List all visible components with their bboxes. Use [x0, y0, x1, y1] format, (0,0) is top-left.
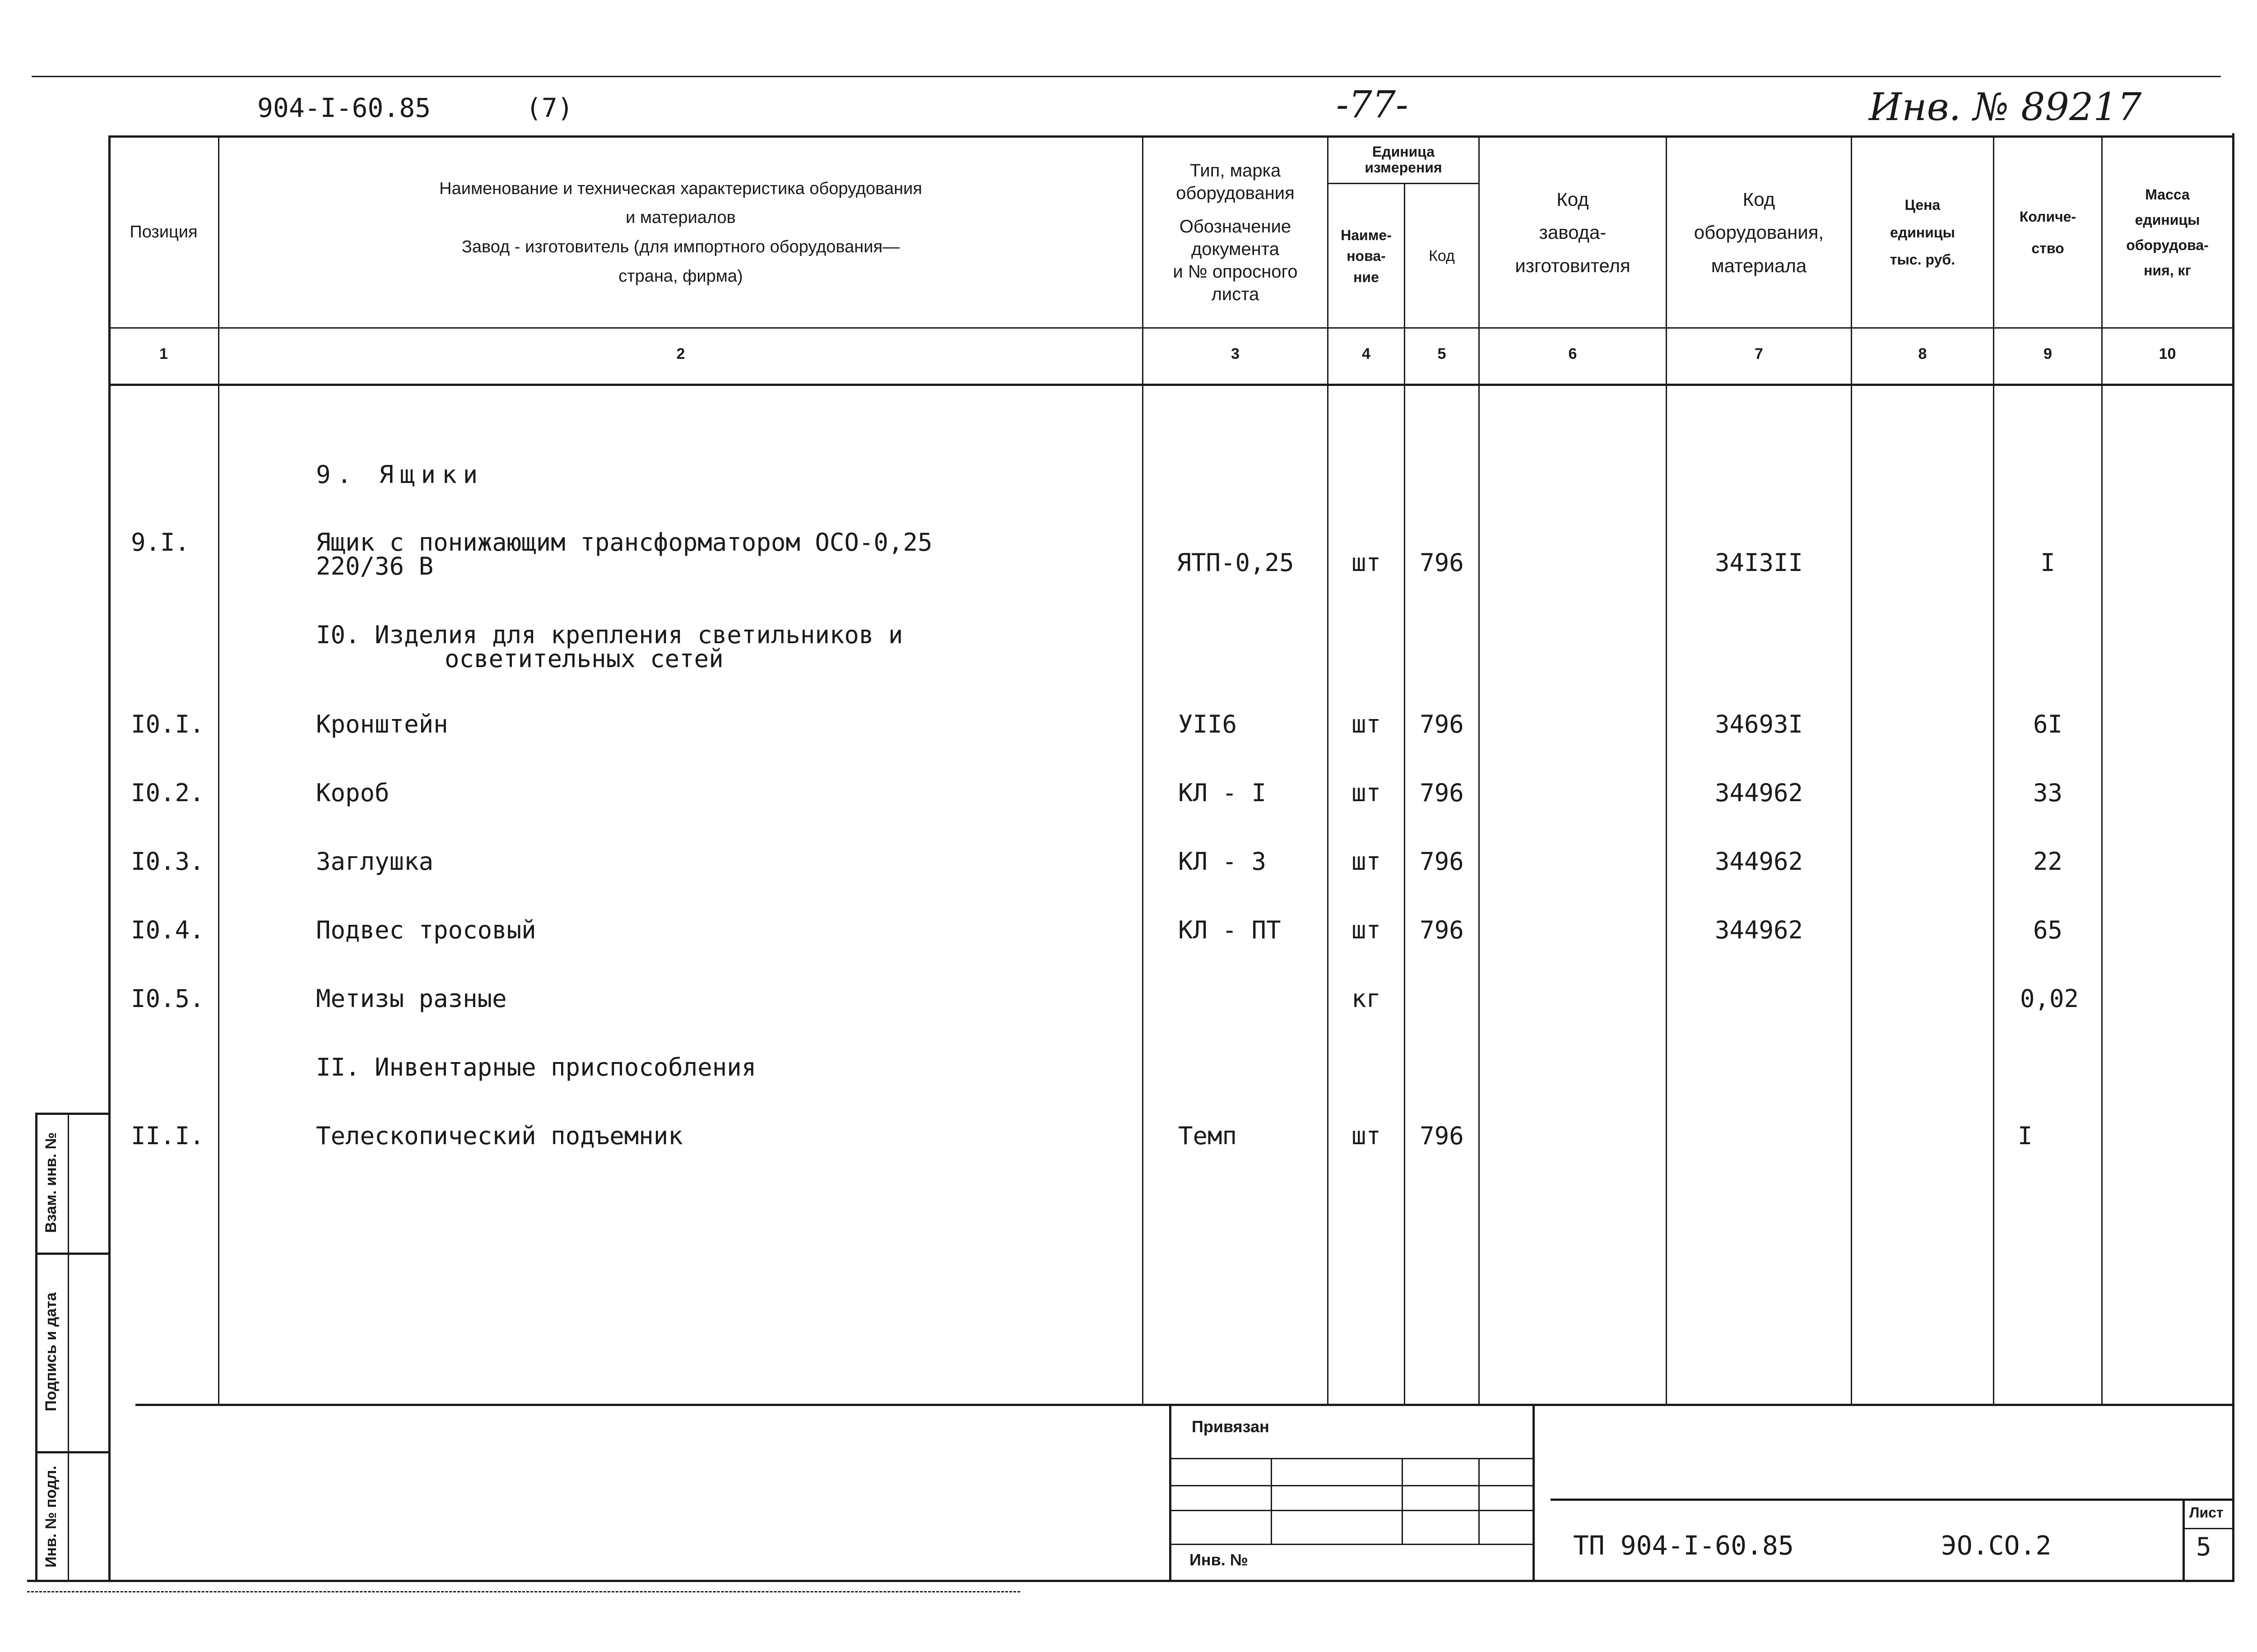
col-number-2: 2: [676, 345, 685, 362]
row-position: I0.2.: [131, 779, 204, 807]
col-number-8: 8: [1918, 345, 1927, 362]
col-number-10: 10: [2159, 345, 2176, 362]
privyazan-left: [1169, 1406, 1171, 1580]
col-divider-2: [1142, 135, 1143, 1404]
side-stamp-divider: [68, 1113, 69, 1580]
scan-bottom-line: [27, 1591, 1020, 1592]
row-unit-code: 796: [1420, 710, 1464, 738]
header-mass: Масса единицы оборудова- ния, кг: [2126, 186, 2209, 278]
row-unit: шт: [1351, 916, 1381, 944]
header-position: Позиция: [130, 223, 198, 242]
row-quantity: 65: [2033, 916, 2063, 944]
unit-group-line: [1327, 183, 1478, 184]
col-divider-3: [1327, 135, 1328, 1404]
sheet-number: 5: [2196, 1532, 2211, 1562]
col-divider-8: [1993, 135, 1994, 1404]
frame-bottom: [27, 1580, 2234, 1582]
header-type: Тип, марка оборудования Обозначение документа и № опросного листа: [1173, 161, 1298, 304]
header-number-line: [108, 384, 2234, 386]
side-stamp-left: [35, 1113, 37, 1580]
row-material-code: 34693I: [1714, 710, 1803, 738]
top-border: [32, 76, 2221, 77]
row-unit: шт: [1351, 779, 1381, 807]
header-unit-name: Наиме- нова- ние: [1341, 227, 1392, 285]
top-part: (7): [526, 93, 573, 123]
row-position: II.I.: [131, 1122, 204, 1150]
inventory-number: Инв. № 89217: [1869, 85, 2142, 129]
row-type: Темп: [1178, 1122, 1237, 1150]
row-type: КЛ - ПТ: [1178, 916, 1281, 944]
section-title: I0. Изделия для крепления светильников и: [316, 621, 903, 649]
sheet-divider: [2183, 1499, 2185, 1580]
row-position: I0.3.: [131, 847, 204, 876]
row-name-continued: 220/36 В: [316, 552, 434, 580]
row-type: КЛ - 3: [1178, 847, 1267, 876]
privyazan-col-2: [1402, 1458, 1403, 1544]
section-title-continued: осветительных сетей: [445, 645, 724, 673]
privyazan-col-1: [1271, 1458, 1272, 1544]
row-unit-code: 796: [1420, 847, 1464, 876]
privyazan-label: Привязан: [1192, 1417, 1269, 1436]
col-number-1: 1: [159, 345, 168, 362]
row-quantity: 22: [2033, 847, 2063, 876]
row-quantity: I: [2040, 548, 2055, 577]
row-unit-code: 796: [1420, 779, 1464, 807]
row-name: Заглушка: [316, 847, 434, 876]
row-type: КЛ - I: [1178, 779, 1267, 807]
col-divider-6: [1666, 135, 1667, 1404]
row-position: I0.I.: [131, 710, 204, 738]
row-material-code: 34I3II: [1714, 548, 1803, 577]
header-material-code: Код оборудования, материала: [1694, 188, 1824, 276]
row-quantity: 6I: [2033, 710, 2063, 738]
row-material-code: 344962: [1714, 847, 1803, 876]
col-number-5: 5: [1437, 345, 1446, 362]
row-unit: шт: [1351, 847, 1381, 876]
header-unit-code: Код: [1429, 247, 1455, 265]
row-position: I0.4.: [131, 916, 204, 944]
col-number-6: 6: [1568, 345, 1577, 362]
header-quantity: Количе- ство: [2019, 208, 2076, 256]
header-factory-code: Код завода- изготовителя: [1515, 188, 1630, 276]
row-quantity: 33: [2033, 779, 2063, 807]
row-type: УII6: [1178, 710, 1237, 738]
col-number-4: 4: [1362, 345, 1370, 362]
side-stamp-signature: Подпись и дата: [42, 1292, 60, 1411]
privyazan-line-4: [1169, 1544, 1533, 1545]
row-quantity: 0,02: [2020, 984, 2079, 1013]
col-divider-1: [218, 135, 219, 1404]
col-number-3: 3: [1231, 345, 1240, 362]
row-name: Ящик с понижающим трансформатором ОСО-0,25: [316, 528, 933, 557]
row-name: Подвес тросовый: [316, 916, 536, 944]
section-title: 9. Ящики: [316, 460, 484, 489]
col-divider-7: [1851, 135, 1852, 1404]
row-position: I0.5.: [131, 984, 204, 1013]
col-divider-9: [2101, 135, 2103, 1404]
row-unit-code: 796: [1420, 548, 1464, 577]
row-unit: шт: [1351, 710, 1381, 738]
doc-title: ТП 904-I-60.85: [1573, 1530, 1794, 1561]
title-block-top: [1551, 1499, 2232, 1501]
row-position: 9.I.: [131, 528, 190, 557]
header-name: Наименование и техническая характеристика оборудования и материалов Завод - изготовитель (для импортного оборудования— страна, фирма): [439, 179, 922, 286]
frame-right: [2232, 133, 2234, 1582]
row-name: Кронштейн: [316, 710, 448, 738]
col-number-9: 9: [2043, 345, 2052, 362]
side-stamp-replacement: Взам. инв. №: [42, 1132, 60, 1233]
row-type: ЯТП-0,25: [1176, 548, 1294, 577]
page-number: -77-: [1336, 84, 1408, 126]
row-unit: кг: [1351, 984, 1381, 1013]
header-unit-group: Единица измерения: [1365, 143, 1442, 176]
body-bottom-line: [135, 1404, 2232, 1406]
row-unit: шт: [1351, 1122, 1381, 1150]
row-unit-code: 796: [1420, 916, 1464, 944]
row-name: Телескопический подъемник: [316, 1122, 683, 1150]
col-number-7: 7: [1755, 345, 1763, 362]
privyazan-right: [1533, 1404, 1535, 1580]
row-unit: шт: [1351, 548, 1381, 577]
side-stamp-inventory: Инв. № подл.: [42, 1466, 60, 1568]
inventory-label: Инв. №: [1189, 1550, 1248, 1569]
sheet-label-line: [2183, 1528, 2232, 1529]
side-stamp-line-1: [35, 1253, 111, 1255]
col-divider-5: [1478, 135, 1480, 1404]
sheet-label: Лист: [2189, 1504, 2224, 1521]
row-name: Метизы разные: [316, 984, 507, 1013]
doc-code: ЭО.СО.2: [1941, 1530, 2052, 1561]
header-bottom-line: [108, 327, 2234, 329]
row-unit-code: 796: [1420, 1122, 1464, 1150]
row-quantity: I: [2018, 1122, 2033, 1150]
row-name: Короб: [316, 779, 390, 807]
col-divider-4: [1404, 183, 1405, 1404]
privyazan-col-3: [1478, 1458, 1480, 1544]
row-material-code: 344962: [1714, 916, 1803, 944]
header-price: Цена единицы тыс. руб.: [1890, 196, 1955, 268]
section-title: II. Инвентарные приспособления: [316, 1053, 757, 1081]
top-doc-code: 904-I-60.85: [257, 93, 431, 123]
row-material-code: 344962: [1714, 779, 1803, 807]
